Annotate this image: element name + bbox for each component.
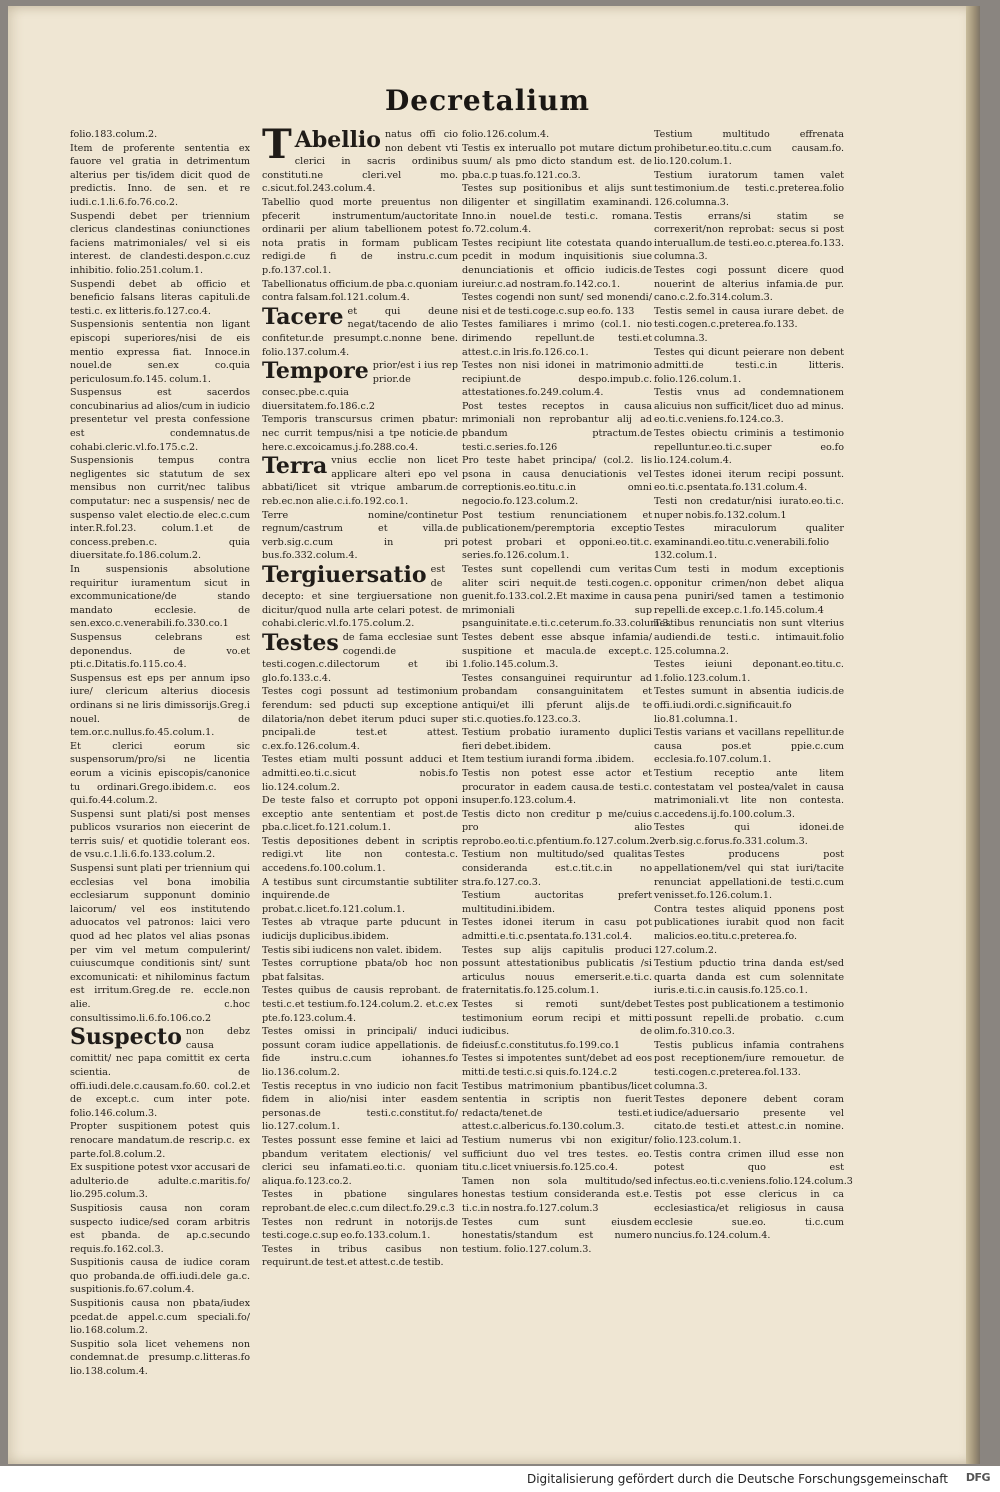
digitization-footer	[0, 1466, 1000, 1492]
index-entry: Suspensionis tempus contra negligentes sic statutum de sex mensibus non currit/nec talibus computatur: nec a suspensis/ nec de suspenso valet electio.de elec.c.cum inter.R.fol.23. colum.1.et de concess.preben.c. quia diuersitate.fo.186.colum.2.	[70, 455, 250, 562]
index-entry: Terre nomine/continetur regnum/castrum et villa.de verb.sig.c.cum in pri bus.fo.332.colum.4.	[262, 509, 458, 562]
index-entry: Testium pductio trina danda est/sed quarta danda est cum solennitate iuris.e.ti.c.in causis.fo.125.co.1.	[654, 958, 844, 997]
index-entry: Testes non redrunt in notorijs.de testi.coge.c.sup eo.fo.133.colum.1.	[262, 1216, 458, 1242]
heading-tabellio: Abellio	[294, 127, 381, 153]
index-entry: folio.183.colum.2.	[70, 129, 158, 140]
index-entry: Testes in pbatione singulares reprobant.de elec.c.cum dilect.fo.29.c.3	[262, 1189, 458, 1214]
index-entry-suspecto: Suspecto non debz causa comittit/ nec papa comittit ex certa scientia. de offi.iudi.dele.c.causam.fo.60. col.2.et de except.c. cum inter pote. folio.146.colum.3.	[70, 1024, 250, 1119]
index-entry: Testes omissi in principali/ induci possunt coram iudice appellationis. de fide instru.c.cum iohannes.fo lio.136.colum.2.	[262, 1026, 458, 1078]
index-entry: Testes sup positionibus et alijs sunt diligenter et singillatim examinandi. Inno.in nouel.de testi.c. romana. fo.72.colum.4.	[462, 183, 652, 236]
index-entry: Testes etiam multi possunt adduci et admitti.eo.ti.c.sicut nobis.fo lio.124.colum.2.	[262, 754, 458, 793]
index-entry: Testes cogi possunt dicere quod nouerint de alterius infamia.de pur. cano.c.2.fo.314.colum.3.	[654, 264, 844, 304]
index-entry: Testes debent esse absque infamia/ suspitione et macula.de except.c. 1.folio.145.colum.3.	[462, 631, 652, 671]
index-entry: Testes sup alijs capitulis produci possunt attestationibus publicatis /si articulus nouus emerserit.e.ti.c. fraternitatis.fo.125.colum.1.	[462, 944, 652, 997]
index-entry: Testium probatio iuramento duplici fieri debet.ibidem.	[462, 727, 652, 752]
index-entry: Testis depositiones debent in scriptis redigi.vt lite non contesta.c. accedens.fo.100.colum.1.	[262, 835, 458, 875]
index-entry: Testes recipiunt lite cotestata quando pcedit in modum inquisitionis siue denunciationis et officio iudicis.de iureiur.c.ad nostram.fo.142.co.1.	[462, 237, 652, 290]
index-entry: Suspensus celebrans est deponendus. de vo.et pti.c.Ditatis.fo.115.co.4.	[70, 631, 250, 671]
index-entry: Testes si remoti sunt/debet testimonium eorum recipi et mitti iudicibus. de fideiusf.c.constitutus.fo.199.co.1	[462, 999, 652, 1051]
index-entry: De teste falso et corrupto pot opponi exceptio ante sententiam et post.de pba.c.licet.fo.121.colum.1.	[262, 795, 458, 834]
index-column-4	[654, 128, 853, 1243]
index-entry: Post testium renunciationem et publicationem/peremptoria exceptio potest probari et opponi.eo.tit.c. series.fo.126.colum.1.	[462, 509, 652, 562]
index-column-2	[262, 121, 459, 1270]
index-entry: Testes non nisi idonei in matrimonio recipiunt.de despo.impub.c. attestationes.fo.249.colum.4.	[462, 360, 652, 399]
index-entry: Testes miraculorum qualiter examinandi.eo.titu.c.venerabili.folio 132.colum.1.	[654, 523, 844, 562]
index-entry: Suspensus est sacerdos concubinarius ad alios/cum in iudicio presentetur vel presta confessione est condemnatus.de cohabi.cleric.vl.fo.175.c.2.	[70, 387, 250, 453]
page-binding-edge	[966, 6, 980, 1464]
index-entry: Suspitionis causa non pbata/iudex pcedat.de appel.c.cum speciali.fo/ lio.168.colum.2.	[70, 1298, 250, 1337]
index-entry: Ex suspitione potest vxor accusari de adulterio.de adulte.c.maritis.fo/ lio.295.colum.3.	[70, 1162, 250, 1201]
index-entry: Testes qui idonei.de verb.sig.c.forus.fo.331.colum.3.	[654, 822, 844, 847]
index-entry: Testes idonei iterum in casu pot admitti.e.ti.c.psentata.fo.131.col.4.	[462, 917, 652, 943]
running-header: Decretalium	[385, 84, 591, 117]
index-entry: Testes possunt esse femine et laici ad pbandum veritatem electionis/ vel clerici seu infamati.eo.ti.c. quoniam aliqua.fo.123.co.2.	[262, 1134, 458, 1187]
index-entry: Testes deponere debent coram iudice/aduersario presente vel citato.de testi.et attest.c.in nomine. folio.123.colum.1.	[654, 1094, 844, 1146]
heading-tacere: Tacere	[262, 303, 344, 330]
index-entry: Testes cogi possunt ad testimonium ferendum: sed pducti sup exceptione dilatoria/non debet iterum pduci super pncipali.de test.et attest. c.ex.fo.126.colum.4.	[262, 686, 458, 752]
index-entry: Testium iuratorum tamen valet testimonium.de testi.c.preterea.folio 126.columna.3.	[654, 169, 844, 208]
index-entry: Testium numerus vbi non exigitur/ sufficiunt duo vel tres testes. eo. titu.c.licet vniuersis.fo.125.co.4.	[462, 1134, 652, 1174]
index-entry: Suspensi sunt plati/si post menses publicos vsurarios non eiecerint de terris suis/ et quotidie tolerant eos. de vsu.c.1.li.6.fo.133.colum.2.	[70, 808, 250, 861]
index-entry: Testis sibi iudicens non valet. ibidem.	[262, 944, 442, 956]
dfg-logo: DFG	[965, 1471, 990, 1484]
index-entry: Testes obiectu criminis a testimonio repelluntur.eo.ti.c.super eo.fo lio.124.colum.4.	[654, 428, 844, 467]
index-entry: folio.126.colum.4.	[462, 129, 550, 140]
index-entry: Suspitiosis causa non coram suspecto iudice/sed coram arbitris est pbanda. de ap.c.secundo requis.fo.162.col.3.	[70, 1202, 250, 1255]
index-entry: Testis semel in causa iurare debet. de testi.cogen.c.preterea.fo.133. columna.3.	[654, 305, 844, 344]
index-entry-terra: Terra vnius ecclie non licet applicare alteri epo vel abbati/licet sit vtrique ambarum.de reb.ec.non alie.c.i.fo.192.co.1.	[262, 453, 458, 508]
index-entry-testes: Testes de fama ecclesiae sunt cogendi.de testi.cogen.c.dilectorum et ibi glo.fo.133.c.4.	[262, 629, 458, 684]
index-entry: Testis ex interuallo pot mutare dictum suum/ als pmo dicto standum est. de pba.c.p tuas.fo.121.co.3.	[462, 142, 652, 181]
index-entry: Testis non potest esse actor et procurator in eadem causa.de testi.c. insuper.fo.123.colum.4.	[462, 767, 652, 807]
index-entry: Tabellionatus officium.de pba.c.quoniam contra falsam.fol.121.colum.4.	[262, 278, 459, 304]
index-entry: Cum testi in modum exceptionis opponitur crimen/non debet aliqua pena puniri/sed tamen a testimonio repelli.de excep.c.1.fo.145.colum.4	[654, 564, 844, 616]
index-entry: Temporis transcursus crimen pbatur: nec currit tempus/nisi a tpe noticie.de here.c.excoicamus.j.fo.288.co.4.	[262, 414, 458, 453]
index-entry: Testis contra crimen illud esse non potest quo est infectus.eo.ti.c.veniens.folio.124.colum.3	[654, 1148, 853, 1187]
heading-testes: Testes	[262, 629, 339, 656]
index-entry: Suspensus est eps per annum ipso iure/ clericum alterius diocesis ordinans si ne liris dimissorijs.Greg.i nouel. de tem.or.c.nullus.fo.45.colum.1.	[70, 672, 250, 739]
index-entry-tabellio: T Abellio natus offi cio non debent vti clerici in sacris ordinibus constituti.ne cleri.vel mo. c.sicut.fol.243.colum.4.	[262, 121, 458, 195]
index-entry: Pro teste habet principa/ (col.2. lis psona in causa denuciationis vel correptionis.eo.titu.c.in omni negocio.fo.123.colum.2.	[462, 455, 652, 508]
index-entry: Testes corruptione pbata/ob hoc non pbat falsitas.	[262, 958, 458, 983]
index-entry: Testis errans/si statim se correxerit/non reprobat: secus si post interuallum.de testi.eo.c.pterea.fo.133. columna.3.	[654, 210, 844, 263]
index-entry: Suspendi debet ab officio et beneficio falsans literas capituli.de testi.c. ex litteris.fo.127.co.4.	[70, 278, 250, 317]
index-entry: Testi non credatur/nisi iurato.eo.ti.c. nuper nobis.fo.132.colum.1	[654, 496, 844, 521]
index-entry: Testis dicto non creditur p me/cuius pro alio reprobo.eo.ti.c.pfentium.fo.127.colum.2.	[462, 808, 659, 847]
heading-tergiuersatio: Tergiuersatio	[262, 562, 427, 588]
heading-suspecto: Suspecto	[70, 1024, 182, 1051]
index-entry: Suspensi sunt plati per triennium qui ecclesias vel bona imobilia ecclesiarum supponunt dominio laicorum/ vel eos institutendo aduocatos vel patronos: laici vero quod ad hec platos vel alias psonas per vim vel metum compulerint/ cuiuscumque conditionis sint/ sunt excomunicati: et nihilominus factum est irritum.Greg.de re. eccle.non alie. c.hoc consultissimo.li.6.fo.106.co.2	[70, 863, 250, 1024]
index-entry: Testes post publicationem a testimonio possunt repelli.de probatio. c.cum olim.fo.310.co.3.	[654, 999, 844, 1038]
index-column-1	[70, 128, 250, 1379]
index-entry-tergiuersatio: Tergiuersatio est de decepto: et sine tergiuersatione non dicitur/quod nulla arte celari potest. de cohabi.cleric.vl.fo.175.colum.2.	[262, 562, 458, 630]
index-entry: Testis publicus infamia contrahens post receptionem/iure remouetur. de testi.cogen.c.preterea.fol.133. columna.3.	[654, 1039, 844, 1092]
index-entry: Testis vnus ad condemnationem alicuius non sufficit/licet duo ad minus. eo.ti.c.veniens.fo.124.co.3.	[654, 387, 844, 426]
index-entry: Testium multitudo effrenata prohibetur.eo.titu.c.cum causam.fo. lio.120.colum.1.	[654, 129, 844, 168]
index-entry: Testium non multitudo/sed qualitas consideranda est.c.tit.c.in no stra.fo.127.co.3.	[462, 849, 652, 888]
index-entry: Propter suspitionem potest quis renocare mandatum.de rescrip.c. ex parte.fol.8.colum.2.	[70, 1121, 250, 1160]
index-entry: Contra testes aliquid pponens post publicationes iurabit quod non facit malicios.eo.titu.c.preterea.fo. 127.colum.2.	[654, 903, 844, 956]
index-entry: Item de proferente sententia ex fauore vel gratia in detrimentum alterius per tis/idem dicit quod de predictis. Inno. de sen. et re iudi.c.1.li.6.fo.76.co.2.	[70, 142, 250, 208]
index-entry: Testium auctoritas prefert multitudini.ibidem.	[462, 890, 652, 915]
heading-terra: Terra	[262, 453, 328, 480]
index-entry: Testium receptio ante litem contestatam vel postea/valet in causa matrimoniali.vt lite non contesta. c.accedens.ij.fo.100.colum.3.	[654, 767, 844, 820]
index-entry: Testes consanguinei requiruntur ad probandam consanguinitatem et antiqui/et illi pferunt alijs.de te sti.c.quoties.fo.123.co.3.	[462, 672, 652, 725]
index-entry: Suspensionis sententia non ligant episcopi superiores/nisi de eis mentio expressa fiat. Innoce.in nouel.de sen.ex co.quia periculosum.fo.145. colum.1.	[70, 319, 250, 385]
index-entry: Testes qui dicunt peierare non debent admitti.de testi.c.in litteris. folio.126.colum.1.	[654, 346, 844, 385]
index-entry: Testes cogendi non sunt/ sed monendi/ nisi et de testi.coge.c.sup eo.fo. 133	[462, 292, 652, 317]
index-entry: Testes sunt copellendi cum veritas aliter sciri nequit.de testi.cogen.c. guenit.fo.133.col.2.Et maxime in causa mrimoniali sup psanguinitate.e.ti.c.ceterum.fo.33.colum.3.	[462, 564, 672, 630]
index-entry: Tabellio quod morte preuentus non pfecerit instrumentum/auctoritate ordinarii per alium tabellionem potest nota pratis in formam publicam redigi.de fi de instru.c.cum p.fo.137.col.1.	[262, 196, 458, 276]
index-entry: Testes ab vtraque parte pducunt in iudicijs duplicibus.ibidem.	[262, 917, 458, 943]
index-entry: Testes sumunt in absentia iudicis.de offi.iudi.ordi.c.significauit.fo lio.81.columna.1.	[654, 686, 844, 725]
index-entry: Testibus matrimonium pbantibus/licet sententia in scriptis non fuerit redacta/tenet.de testi.et attest.c.albericus.fo.130.colum.3.	[462, 1080, 652, 1133]
index-entry: Tamen non sola multitudo/sed honestas testium consideranda est.e. ti.c.in nostra.fo.127.colum.3	[462, 1175, 652, 1214]
index-entry: Testes idonei iterum recipi possunt. eo.ti.c.psentata.fo.131.colum.4.	[654, 468, 844, 494]
drop-capital-t: T	[262, 121, 292, 168]
index-entry: Item testium iurandi forma .ibidem.	[462, 754, 635, 766]
index-entry: Testis varians et vacillans repellitur.de causa pos.et ppie.c.cum ecclesia.fo.107.colum.1.	[654, 727, 844, 766]
index-entry: In suspensionis absolutione requiritur iuramentum sicut in excommunicatione/de stando mandato ecclesie. de sen.exco.c.venerabili.fo.330.co.1	[70, 564, 250, 630]
index-entry: Testes cum sunt eiusdem honestatis/standum est numero testium. folio.127.colum.3.	[462, 1216, 652, 1255]
index-entry: Testibus renunciatis non sunt vlterius audiendi.de testi.c. intimauit.folio 125.columna.2.	[654, 618, 844, 657]
index-entry: Testes si impotentes sunt/debet ad eos mitti.de testi.c.si quis.fo.124.c.2	[462, 1053, 652, 1078]
index-entry: Testis receptus in vno iudicio non facit fidem in alio/nisi inter easdem personas.de testi.c.constitut.fo/ lio.127.colum.1.	[262, 1080, 458, 1133]
index-column-3	[462, 128, 672, 1256]
index-entry: Testis pot esse clericus in ca ecclesiastica/et religiosus in causa ecclesie sue.eo. ti.c.cum nuncius.fo.124.colum.4.	[654, 1189, 844, 1242]
index-entry: Suspendi debet per triennium clericus clandestinas coniunctiones faciens matrimoniales/ vel si eis interest. de clandesti.despon.c.cuz inhibitio. folio.251.colum.1.	[70, 210, 250, 276]
index-entry: Et clerici eorum sic suspensorum/pro/si ne licentia eorum a vicinis episcopis/canonice tu ordinari.Grego.ibidem.c. eos qui.fo.44.colum.2.	[70, 740, 250, 807]
index-entry: Testes producens post appellationem/vel qui stat iuri/tacite renunciat appellationi.de testi.c.cum venisset.fo.126.colum.1.	[654, 849, 844, 902]
index-entry: Suspitio sola licet vehemens non condemnat.de presump.c.litteras.fo lio.138.colum.4.	[70, 1338, 250, 1378]
footer-credit-text: Digitalisierung gefördert durch die Deutsche Forschungsgemeinschaft	[526, 1472, 948, 1486]
heading-tempore: Tempore	[262, 358, 369, 385]
index-entry-tempore: Tempore prior/est i ius rep prior.de consec.pbe.c.quia diuersitatem.fo.186.c.2	[262, 358, 458, 412]
index-entry: Testes quibus de causis reprobant. de testi.c.et testium.fo.124.colum.2. et.c.ex pte.fo.123.colum.4.	[262, 985, 458, 1024]
index-entry: A testibus sunt circumstantie subtiliter inquirende.de probat.c.licet.fo.121.colum.1.	[262, 876, 458, 915]
index-entry: Testes familiares i mrimo (col.1. nio dirimendo repellunt.de testi.et attest.c.in lris.fo.126.co.1.	[462, 319, 652, 358]
index-entry: Post testes receptos in causa mrimoniali non reprobantur alij ad pbandum ptractum.de testi.c.series.fo.126	[462, 400, 652, 453]
index-entry: Testes ieiuni deponant.eo.titu.c. 1.folio.123.colum.1.	[654, 659, 844, 684]
index-entry: Testes in tribus casibus non requirunt.de test.et attest.c.de testib.	[262, 1243, 458, 1269]
index-entry: Suspitionis causa de iudice coram quo probanda.de offi.iudi.dele ga.c. suspitionis.fo.67.colum.4.	[70, 1257, 250, 1296]
index-entry-tacere: Tacere et qui deune negat/tacendo de alio confitetur.de presumpt.c.nonne bene. folio.137.colum.4.	[262, 303, 458, 358]
